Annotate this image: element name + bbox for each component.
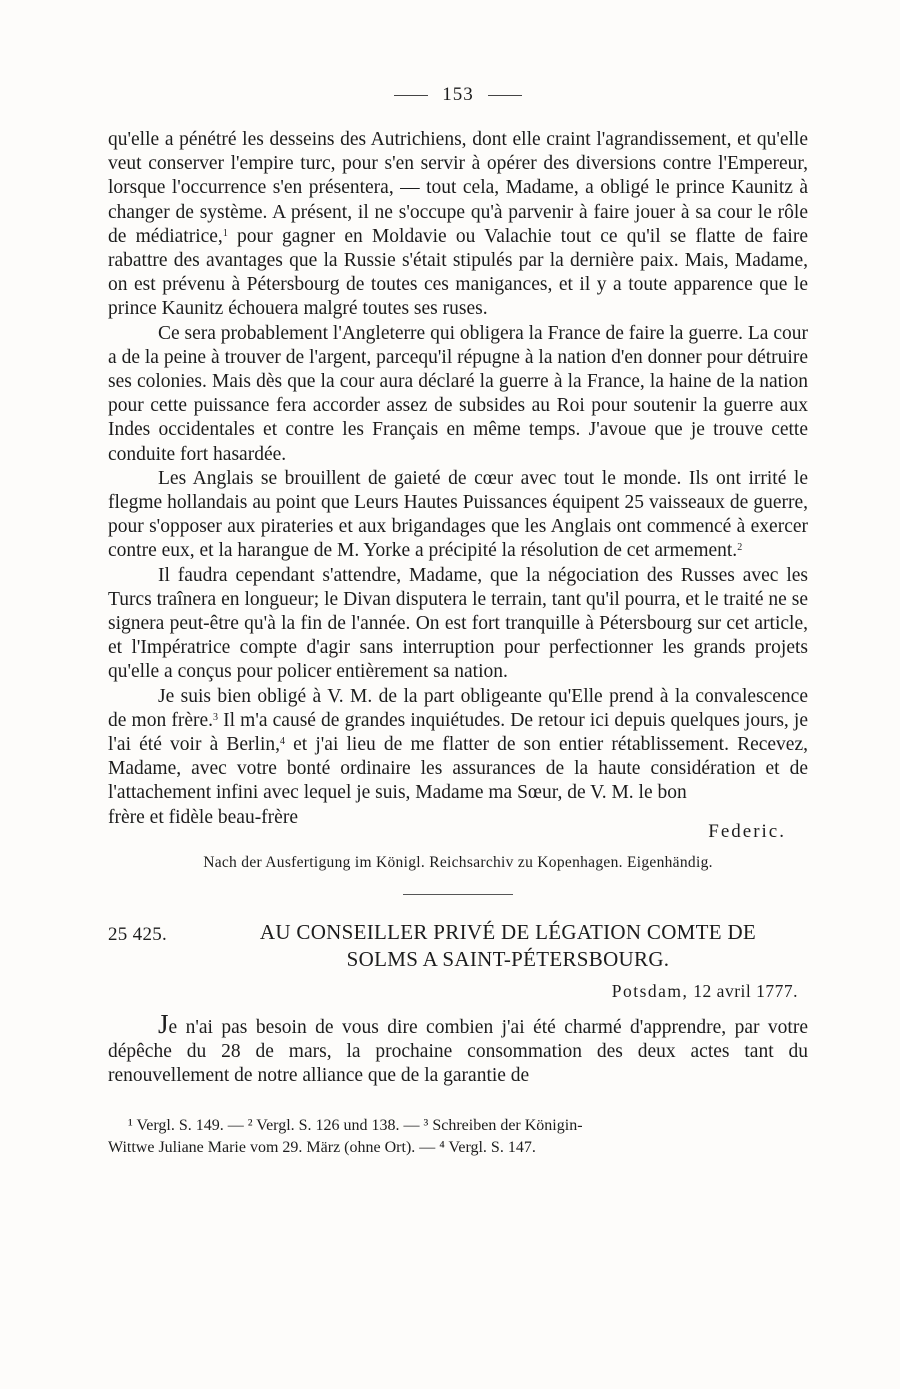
letter-body [108, 128, 808, 844]
letter-number: 25 425. [108, 923, 168, 945]
letter-title [208, 919, 808, 973]
footnote-line-2: Wittwe Juliane Marie vom 29. März (ohne Ort). — ⁴ Vergl. S. 147. [108, 1138, 536, 1156]
source-note: Nach der Ausfertigung im Königl. Reichsarchiv zu Kopenhagen. Eigenhändig. [203, 853, 713, 871]
paragraph-3: Les Anglais se brouillent de gaieté de cœur avec tout le monde. Ils ont irrité le flegme hollandais au point que Leurs Hautes Puissances équipent 25 vaisseaux de guerre, pour s'opposer aux pirateries et aux brigandages que les Anglais ont commencé à exercer contre eux, et la harangue de M. Yorke a précipité la résolution de cet armement.$^2$ [108, 467, 808, 562]
footnote-ref-3[interactable]: 3 [213, 711, 218, 723]
letter2-paragraph-1: Je n'ai pas besoin de vous dire combien j'ai été charmé d'apprendre, par votre dépêche du 28 de mars, la prochaine consommation des deux actes tant du renouvellement de notre alliance que de la garantie de [108, 1008, 808, 1087]
section-divider [403, 894, 513, 895]
signature: Federic. [708, 820, 786, 842]
closing-formula: frère et fidèle beau-frère [108, 806, 298, 828]
book-page [108, 84, 808, 1159]
footnote-ref-1[interactable]: 1 [222, 227, 228, 239]
footnote-line-1: ¹ Vergl. S. 149. — ² Vergl. S. 126 und 138. — ³ Schreiben der Königin- [128, 1116, 583, 1134]
paragraph-4: Il faudra cependant s'attendre, Madame, que la négociation des Russes avec les Turcs traînera en longueur; le Divan disputera le terrain, tant qu'il pourra, et le traité ne se signera peut-être qu'à la fin de l'année. On est fort tranquille à Pétersbourg sur cet article, et l'Impératrice compte d'agir sans interruption pour perfectionner les grands projets qu'elle a conçus pour policer entièrement sa nation. [108, 564, 808, 683]
dateline-place: Potsdam, [611, 980, 689, 1001]
footnote-ref-2[interactable]: 2 [737, 542, 743, 554]
closing-line [108, 806, 808, 844]
letter-title-line-1: AU CONSEILLER PRIVÉ DE LÉGATION COMTE DE [259, 919, 757, 944]
footnote-ref-4[interactable]: 4 [280, 736, 285, 748]
initial-letter: J [158, 1008, 169, 1039]
paragraph-5: Je suis bien obligé à V. M. de la part obligeante qu'Elle prend à la convalescence de mon frère.$^3$ Il m'a causé de grandes inquiétudes. De retour ici depuis quelques jours, je l'ai été voir à Berlin,$^4$ et j'ai lieu de me flatter de son entier rétablissement. Recevez, Madame, avec votre bonté ordinaire les assurances de la haute considération et de l'attachement infini avec lequel je suis, Madame ma Sœur, de V. M. le bon [108, 685, 808, 804]
paragraph-1: qu'elle a pénétré les desseins des Autrichiens, dont elle craint l'agrandissement, et qu'elle veut conserver l'empire turc, pour s'en servir à opérer des diversions contre l'Empereur, lorsque l'occurrence s'en présentera, — tout cela, Madame, a obligé le prince Kaunitz à changer de système. A présent, il ne s'occupe qu'à parvenir à faire jouer à sa cour le rôle de médiatrice,$^1$ pour gagner en Moldavie ou Valachie tout ce qu'il se flatte de faire rabattre des avantages que la Russie s'était stipulés par la dernière paix. Mais, Madame, on est prévenu à Pétersbourg de toutes ces manigances, et il y a toute apparence que le prince Kaunitz échouera malgré toutes ses ruses. [108, 129, 808, 320]
letter-heading [108, 919, 808, 973]
letter-title-line-2: SOLMS A SAINT-PÉTERSBOURG. [346, 946, 670, 971]
folio-dash-right [488, 95, 522, 96]
page-number [108, 84, 808, 106]
letter2-body [108, 1008, 808, 1089]
dateline [108, 981, 798, 1002]
paragraph-2: Ce sera probablement l'Angleterre qui obligera la France de faire la guerre. La cour a de la peine à trouver de l'argent, parcequ'il répugne à la nation d'en donner pour détruire ses colonies. Mais dès que la cour aura déclaré la guerre à la France, la haine de la nation pour cette puissance fera accorder assez de subsides au Roi pour soutenir la guerre aux Indes occidentales et contre les Français en même temps. J'avoue que je trouve cette conduite fort hasardée. [108, 322, 808, 465]
dateline-date: 12 avril 1777. [693, 980, 798, 1001]
page-number-text: 153 [442, 84, 474, 105]
folio-dash-left [394, 95, 428, 96]
footnotes [108, 1115, 808, 1159]
